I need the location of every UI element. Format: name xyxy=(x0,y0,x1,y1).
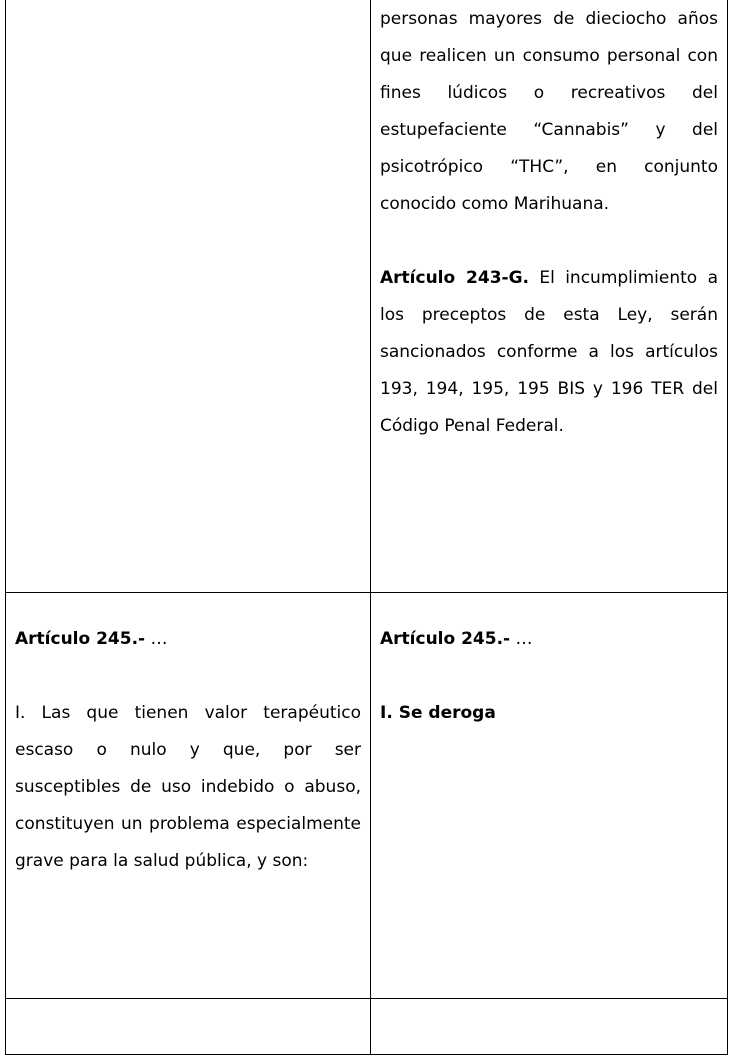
proposed-text-cell xyxy=(371,999,728,1055)
table-row xyxy=(6,593,728,999)
article-245-heading-line xyxy=(380,621,718,658)
comparison-table xyxy=(5,0,728,1055)
article-245-ellipsis: … xyxy=(145,629,168,649)
article-245-heading-line xyxy=(15,621,361,658)
article-245-heading: Artículo 245.- xyxy=(380,629,511,649)
fraction-i-paragraph: I. Las que tienen valor terapéutico escaso o nulo y que, por ser susceptibles de uso indebido o abuso, constituyen un problema especialmente grave para la salud pública, y son: xyxy=(15,703,361,871)
table-row xyxy=(6,999,728,1055)
current-text-cell xyxy=(6,0,371,593)
current-text-cell xyxy=(6,999,371,1055)
table-row xyxy=(6,0,728,593)
consumption-paragraph: personas mayores de dieciocho años que realicen un consumo personal con fines lúdicos o recreativos del estupefaciente “Cannabis” y del psicotrópico “THC”, en conjunto conocido como Marihuana. xyxy=(380,9,718,214)
proposed-text-cell xyxy=(371,593,728,999)
article-243g-heading: Artículo 243-G. xyxy=(380,268,530,288)
article-243g-body: El incumplimiento a los preceptos de esta Ley, serán sancionados conforme a los artículos 193, 194, 195, 195 BIS y 196 TER del Código Penal Federal. xyxy=(380,268,718,436)
proposed-text-cell xyxy=(371,0,728,593)
article-245-ellipsis: … xyxy=(510,629,533,649)
article-245-heading: Artículo 245.- xyxy=(15,629,146,649)
article-243g-paragraph xyxy=(380,260,718,445)
current-text-cell xyxy=(6,593,371,999)
fraction-i-derogated: I. Se deroga xyxy=(380,703,496,723)
